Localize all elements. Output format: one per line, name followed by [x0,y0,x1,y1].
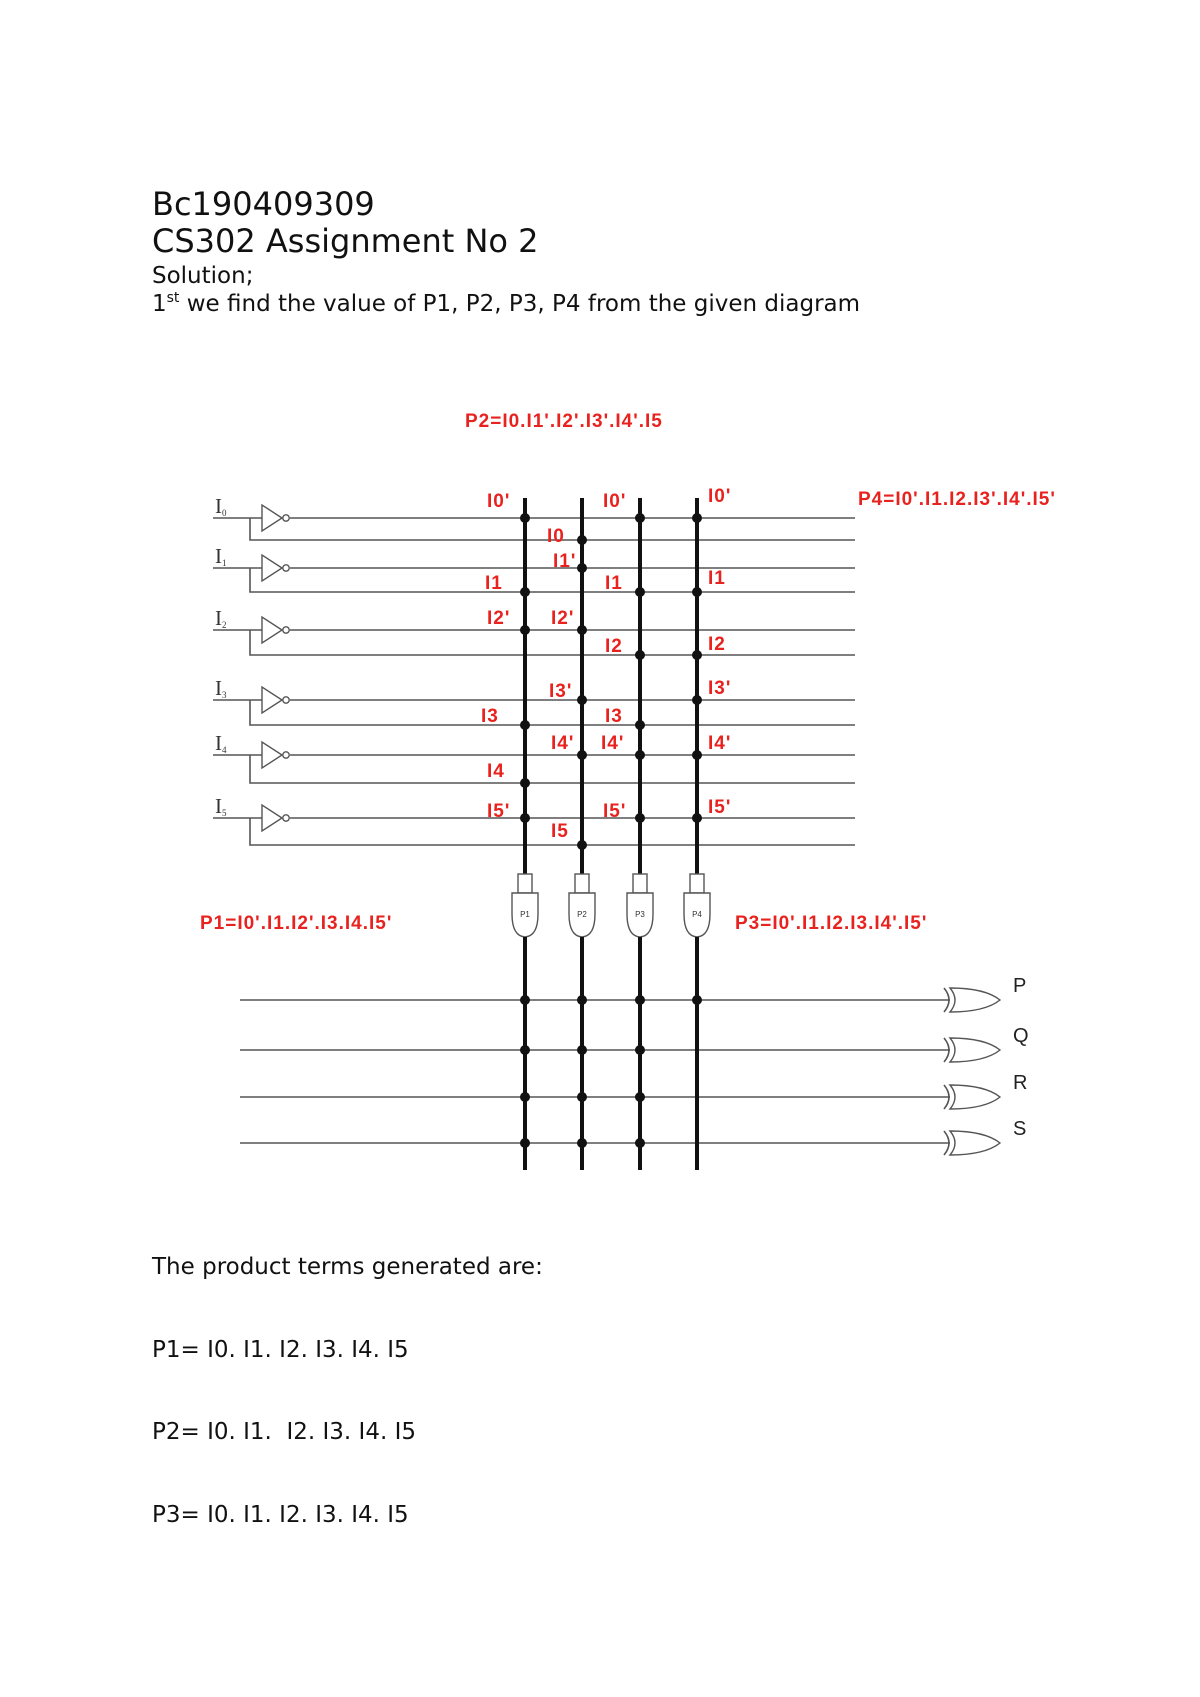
p4-equation: P4=I0'.I1.I2.I3'.I4'.I5' [858,489,1056,510]
p4-label-i1: I1 [708,568,726,589]
and-gate-input-stub [690,874,704,893]
p2-label-i5: I5 [551,821,569,842]
connection-dot [692,513,702,523]
connection-dot [635,513,645,523]
connection-dot [577,1092,587,1102]
connection-dot [577,1138,587,1148]
solution-label: Solution; [152,263,254,289]
and-gate-input-stub [518,874,532,893]
connection-dot [635,1138,645,1148]
p1-label-i4: I4 [487,761,505,782]
p4-label-i3: I3' [708,678,732,699]
connection-dot [577,995,587,1005]
connection-dot [577,535,587,545]
input-label-subscript: 5 [222,808,227,818]
p2-equation: P2=I0.I1'.I2'.I3'.I4'.I5 [465,411,663,432]
intro-superscript: st [166,290,180,306]
p4-label-i5: I5' [708,797,732,818]
p3-label-i2: I2 [605,636,623,657]
p3-label-i1: I1 [605,573,623,594]
p3-label-i4: I4' [601,733,625,754]
connection-dot [577,1045,587,1055]
p3-label-i0: I0' [603,491,627,512]
connection-dot [520,995,530,1005]
p2-label-i0: I0 [547,526,565,547]
p2-label-i4: I4' [551,733,575,754]
p4-label-i2: I2 [708,634,726,655]
intro-number: 1 [152,291,167,317]
connection-dot [635,587,645,597]
connection-dot [577,563,587,573]
connection-dot [692,587,702,597]
p1-label-i0: I0' [487,491,511,512]
connection-dot [635,813,645,823]
connection-dot [635,1092,645,1102]
output-label: S [1013,1118,1027,1140]
connection-dot [635,650,645,660]
connection-dot [692,695,702,705]
input-label-subscript: 2 [222,620,227,630]
connection-dot [635,750,645,760]
product-terms-heading: The product terms generated are: [152,1254,543,1280]
p4-label-i4: I4' [708,733,732,754]
output-label: Q [1013,1025,1029,1047]
p1-label-i5: I5' [487,801,511,822]
p2-label-i1: I1' [553,551,577,572]
intro-sentence [152,290,860,317]
p4-label-i0: I0' [708,486,732,507]
connection-dot [577,625,587,635]
input-label-letter: I [215,606,222,630]
output-label: P [1013,975,1027,997]
connection-dot [520,587,530,597]
and-gate-label: P2 [577,910,587,919]
input-label-letter: I [215,731,222,755]
p2-label-i3: I3' [549,681,573,702]
connection-dot [520,1045,530,1055]
connection-dot [520,813,530,823]
input-label-subscript: 0 [222,508,227,518]
input-label-letter: I [215,794,222,818]
connection-dot [635,720,645,730]
input-label-subscript: 1 [222,558,227,568]
input-label-subscript: 4 [222,745,227,755]
connection-dot [520,513,530,523]
and-gate-label: P3 [635,910,645,919]
p3-equation: P3=I0'.I1.I2.I3.I4'.I5' [735,913,928,934]
p1-label-i1: I1 [485,573,503,594]
input-label-subscript: 3 [222,690,227,700]
inverter-bubble [283,752,289,758]
inverter-bubble [283,815,289,821]
assignment-title: CS302 Assignment No 2 [152,222,539,260]
connection-dot [577,840,587,850]
p3-label-i5: I5' [603,801,627,822]
connection-dot [692,813,702,823]
connection-dot [635,995,645,1005]
connection-dot [520,1092,530,1102]
connection-dot [577,695,587,705]
connection-dot [520,1138,530,1148]
p1-equation: P1=I0'.I1.I2'.I3.I4.I5' [200,913,393,934]
connection-dot [520,720,530,730]
student-id: Bc190409309 [152,185,375,223]
connection-dot [577,750,587,760]
inverter-bubble [283,515,289,521]
and-gate-input-stub [575,874,589,893]
p2-label-i2: I2' [551,608,575,629]
connection-dot [635,1045,645,1055]
product-term-line: P2= I0. I1. I2. I3. I4. I5 [152,1419,417,1445]
input-label-letter: I [215,544,222,568]
and-gate-label: P1 [520,910,530,919]
intro-text: we find the value of P1, P2, P3, P4 from the given diagram [179,291,861,317]
connection-dot [520,625,530,635]
p1-label-i3: I3 [481,706,499,727]
connection-dot [692,650,702,660]
input-label-letter: I [215,494,222,518]
product-term-line: P1= I0. I1. I2. I3. I4. I5 [152,1337,409,1363]
connection-dot [692,750,702,760]
connection-dot [520,778,530,788]
output-label: R [1013,1072,1028,1094]
and-gate-input-stub [633,874,647,893]
product-term-line: P3= I0. I1. I2. I3. I4. I5 [152,1502,409,1528]
input-label-letter: I [215,676,222,700]
inverter-bubble [283,697,289,703]
p1-label-i2: I2' [487,608,511,629]
inverter-bubble [283,627,289,633]
and-gate-label: P4 [692,910,702,919]
inverter-bubble [283,565,289,571]
connection-dot [692,995,702,1005]
p3-label-i3: I3 [605,706,623,727]
